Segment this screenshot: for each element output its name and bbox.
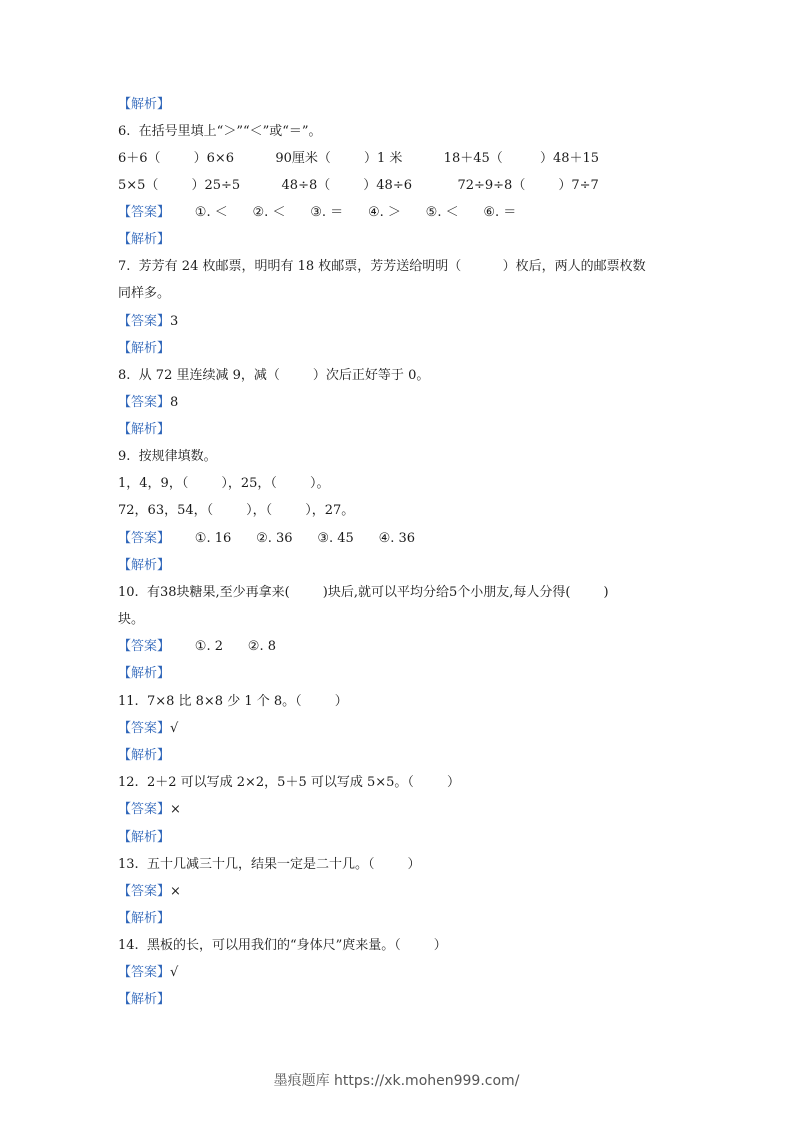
question-text: 11. 7×8 比 8×8 少 1 个 8。（ ） (118, 694, 348, 709)
answer-tag: 【答案】 (118, 965, 171, 980)
answer-text: ①. ＜ ②. ＜ ③. ＝ ④. ＞ ⑤. ＜ ⑥. ＝ (170, 205, 517, 220)
question-text: 8. 从 72 里连续减 9，减（ ）次后正好等于 0。 (118, 368, 430, 383)
answer-line (118, 638, 276, 656)
answer-line (118, 530, 415, 548)
analysis-tag: 【解析】 (118, 748, 171, 763)
answer-tag: 【答案】 (118, 802, 171, 817)
page-footer: 墨痕题库 https://xk.mohen999.com/ (273, 1073, 520, 1089)
analysis-tag: 【解析】 (118, 830, 171, 845)
analysis-tag: 【解析】 (118, 232, 171, 247)
answer-tag: 【答案】 (118, 531, 171, 546)
answer-tag: 【答案】 (118, 884, 171, 899)
question-text: 7. 芳芳有 24 枚邮票，明明有 18 枚邮票，芳芳送给明明（ ）枚后，两人的邮票枚数 (118, 259, 646, 274)
analysis-line (118, 231, 170, 249)
analysis-line (118, 557, 170, 575)
answer-text: × (170, 884, 181, 899)
analysis-line (118, 340, 170, 358)
analysis-line (118, 421, 170, 439)
question-text: 6＋6（ ）6×6 90厘米（ ）1 米 18＋45（ ）48＋15 (118, 151, 600, 166)
question-text: 9. 按规律填数。 (118, 449, 217, 464)
question-text: 5×5（ ）25÷5 48÷8（ ）48÷6 72÷9÷8（ ）7÷7 (118, 178, 599, 193)
answer-text: × (170, 802, 181, 817)
answer-tag: 【答案】 (118, 314, 171, 329)
answer-text: ①. 2 ②. 8 (170, 639, 276, 654)
question-text: 13. 五十几减三十几，结果一定是二十几。（ ） (118, 857, 421, 872)
analysis-line (118, 665, 170, 683)
analysis-line (118, 991, 170, 1009)
answer-line (118, 801, 181, 819)
answer-tag: 【答案】 (118, 639, 171, 654)
analysis-tag: 【解析】 (118, 558, 171, 573)
analysis-tag: 【解析】 (118, 422, 171, 437)
answer-text: 8 (170, 395, 179, 410)
answer-tag: 【答案】 (118, 395, 171, 410)
answer-text: √ (170, 721, 179, 736)
analysis-tag: 【解析】 (118, 341, 171, 356)
question-text: 6. 在括号里填上“＞”“＜”或“＝”。 (118, 124, 322, 139)
question-text: 14. 黑板的长，可以用我们的“身体尺”庹来量。（ ） (118, 938, 447, 953)
answer-text: ①. 16 ②. 36 ③. 45 ④. 36 (170, 531, 416, 546)
answer-line (118, 204, 516, 222)
analysis-line (118, 96, 170, 114)
analysis-line (118, 829, 170, 847)
answer-line (118, 964, 178, 982)
question-text: 块。 (118, 612, 145, 627)
analysis-tag: 【解析】 (118, 992, 171, 1007)
analysis-tag: 【解析】 (118, 666, 171, 681)
answer-text: √ (170, 965, 179, 980)
question-text: 同样多。 (118, 286, 171, 301)
question-text: 72，63，54，（ ），（ ），27。 (118, 503, 355, 518)
question-text: 10. 有38块糖果,至少再拿来( )块后,就可以平均分给5个小朋友,每人分得( ) (118, 585, 609, 600)
answer-line (118, 394, 178, 412)
answer-tag: 【答案】 (118, 205, 171, 220)
answer-text: 3 (170, 314, 179, 329)
answer-tag: 【答案】 (118, 721, 171, 736)
answer-line (118, 720, 178, 738)
analysis-tag: 【解析】 (118, 911, 171, 926)
answer-line (118, 883, 181, 901)
question-text: 1，4，9，（ ），25，（ ）。 (118, 476, 330, 491)
analysis-line (118, 910, 170, 928)
analysis-line (118, 747, 170, 765)
answer-line (118, 313, 178, 331)
analysis-tag: 【解析】 (118, 97, 171, 112)
question-text: 12. 2＋2 可以写成 2×2，5＋5 可以写成 5×5。（ ） (118, 775, 460, 790)
